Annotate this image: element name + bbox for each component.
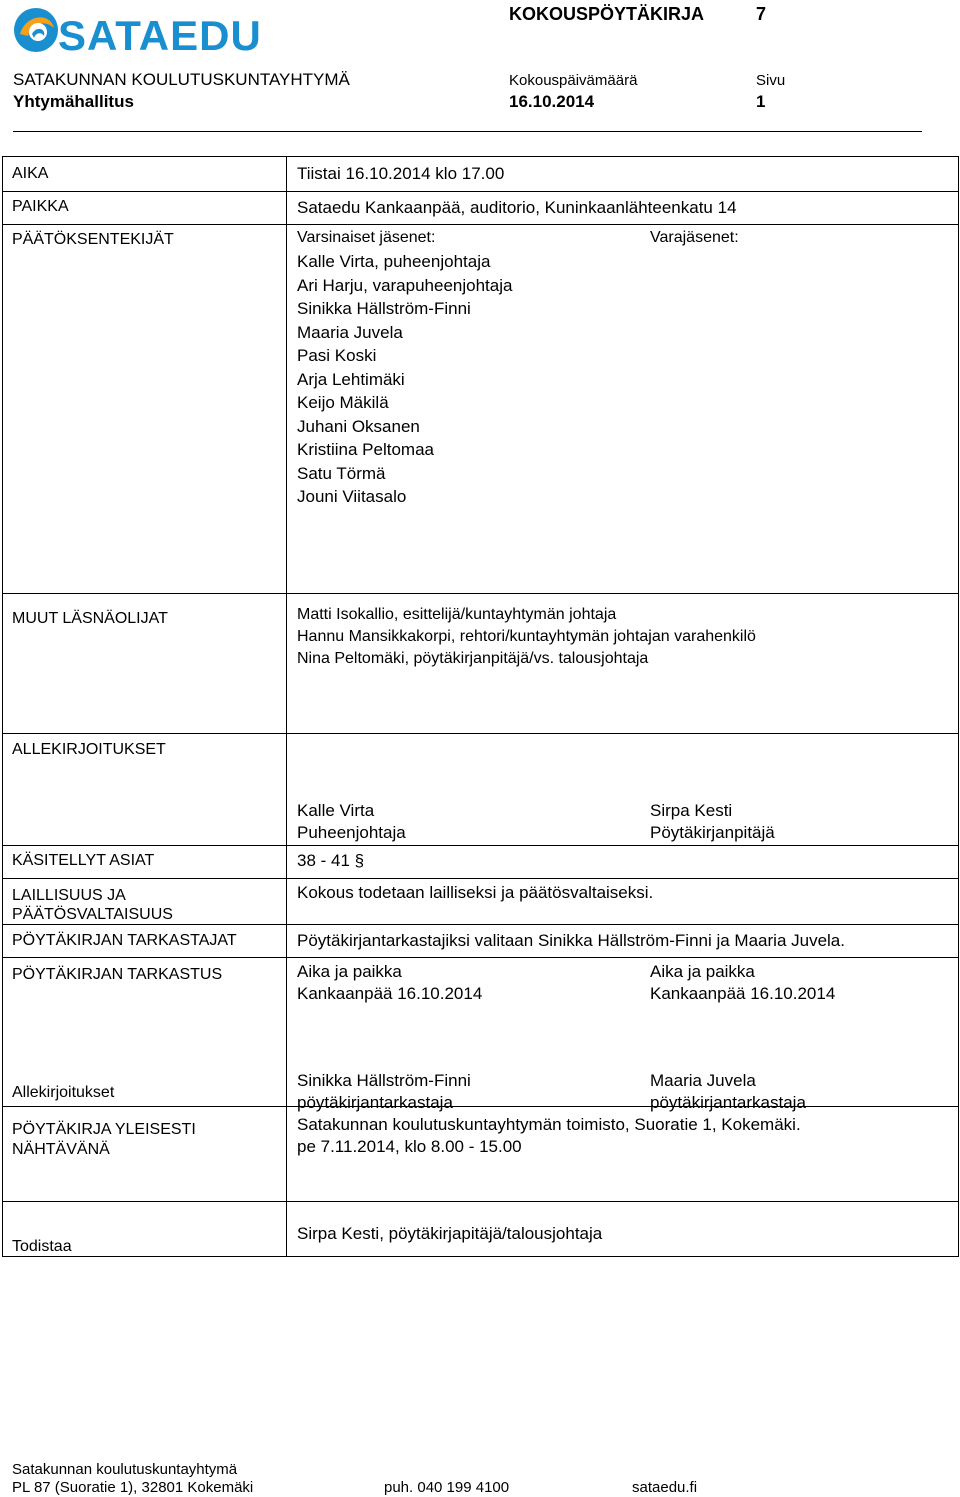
table-border-bottom — [2, 1256, 959, 1257]
list-item: Pasi Koski — [297, 346, 377, 365]
paikka-value: Sataedu Kankaanpää, auditorio, Kuninkaanlähteenkatu 14 — [297, 198, 737, 217]
todistaa-label: Todistaa — [12, 1238, 72, 1255]
logo-text: SATAEDU — [58, 12, 262, 59]
list-item: Jouni Viitasalo — [297, 487, 407, 506]
footer-web: sataedu.fi — [632, 1479, 698, 1496]
secretary-role: Pöytäkirjanpitäjä — [650, 823, 775, 842]
laillisuus-label: LAILLISUUS JA PÄÄTÖSVALTAISUUS — [12, 887, 173, 923]
row-divider — [2, 733, 959, 734]
row-divider — [2, 878, 959, 879]
nahtavana-value: Satakunnan koulutuskuntayhtymän toimisto, Suoratie 1, Kokemäki. pe 7.11.2014, klo 8.00 - 15.00 — [297, 1115, 801, 1156]
list-item: Keijo Mäkilä — [297, 393, 389, 412]
members-heading: Varsinaiset jäsenet: — [297, 229, 436, 246]
row-divider — [2, 924, 959, 925]
list-item: Hannu Mansikkakorpi, rehtori/kuntayhtymän johtajan varahenkilö — [297, 628, 756, 645]
page-label: Sivu — [756, 72, 786, 89]
reviewer2-signature: Maaria Juvela pöytäkirjantarkastaja — [650, 1071, 806, 1112]
laillisuus-value: Kokous todetaan lailliseksi ja päätösvaltaiseksi. — [297, 883, 654, 902]
row-divider — [2, 845, 959, 846]
list-item: Matti Isokallio, esittelijä/kuntayhtymän johtaja — [297, 606, 617, 623]
tarkastajat-label: PÖYTÄKIRJAN TARKASTAJAT — [12, 932, 237, 949]
list-item: Kristiina Peltomaa — [297, 440, 435, 459]
deputies-heading: Varajäsenet: — [650, 229, 739, 246]
table-column-divider — [286, 156, 287, 1257]
row-divider — [2, 957, 959, 958]
chair-role: Puheenjohtaja — [297, 823, 406, 842]
allekirjoitukset2-label: Allekirjoitukset — [12, 1084, 115, 1101]
doc-number: 7 — [756, 4, 767, 24]
muut-label: MUUT LÄSNÄOLIJAT — [12, 610, 168, 627]
list-item: Satu Törmä — [297, 463, 386, 483]
list-item: Maaria Juvela — [297, 322, 403, 342]
row-divider — [2, 1106, 959, 1107]
body-name: Yhtymähallitus — [13, 92, 134, 111]
allekirjoitukset-label: ALLEKIRJOITUKSET — [12, 741, 166, 758]
date-value: 16.10.2014 — [509, 92, 595, 111]
kasitellyt-label: KÄSITELLYT ASIAT — [12, 852, 155, 869]
paatoksentekijat-label: PÄÄTÖKSENTEKIJÄT — [12, 231, 174, 248]
chair-name: Kalle Virta — [297, 801, 375, 820]
table-border-left — [2, 156, 3, 1257]
tarkastus-col2: Aika ja paikka Kankaanpää 16.10.2014 — [650, 962, 836, 1003]
list-item: Ari Harju, varapuheenjohtaja — [297, 275, 513, 295]
date-label: Kokouspäivämäärä — [509, 72, 638, 89]
row-divider — [2, 224, 959, 225]
secretary-name: Sirpa Kesti — [650, 801, 733, 820]
footer-org: Satakunnan koulutuskuntayhtymä — [12, 1461, 238, 1478]
muut-list — [297, 604, 756, 670]
footer-address: PL 87 (Suoratie 1), 32801 Kokemäki — [12, 1479, 254, 1496]
table-border-right — [958, 156, 959, 1257]
row-divider — [2, 593, 959, 594]
paikka-label: PAIKKA — [12, 198, 69, 215]
footer-phone: puh. 040 199 4100 — [384, 1479, 510, 1496]
list-item: Juhani Oksanen — [297, 416, 420, 436]
list-item: Kalle Virta, puheenjohtaja — [297, 252, 491, 271]
row-divider — [2, 1201, 959, 1202]
list-item: Arja Lehtimäki — [297, 369, 405, 389]
members-list — [297, 250, 512, 509]
kasitellyt-value: 38 - 41 § — [297, 851, 365, 870]
page-value: 1 — [756, 92, 766, 111]
list-item: Sinikka Hällström-Finni — [297, 299, 471, 318]
todistaa-value: Sirpa Kesti, pöytäkirjapitäjä/talousjohtaja — [297, 1224, 603, 1243]
tarkastajat-value: Pöytäkirjantarkastajiksi valitaan Sinikka Hällström-Finni ja Maaria Juvela. — [297, 931, 845, 950]
header-divider — [13, 131, 922, 132]
nahtavana-label: PÖYTÄKIRJA YLEISESTI NÄHTÄVÄNÄ — [12, 1121, 196, 1158]
row-divider — [2, 191, 959, 192]
aika-label: AIKA — [12, 165, 49, 182]
tarkastus-label: PÖYTÄKIRJAN TARKASTUS — [12, 966, 223, 983]
table-border-top — [2, 156, 959, 157]
reviewer1-signature: Sinikka Hällström-Finni pöytäkirjantarkastaja — [297, 1071, 471, 1112]
organization-name: SATAKUNNAN KOULUTUSKUNTAYHTYMÄ — [13, 70, 350, 89]
doc-title: KOKOUSPÖYTÄKIRJA — [509, 4, 705, 24]
aika-value: Tiistai 16.10.2014 klo 17.00 — [297, 164, 505, 183]
list-item: Nina Peltomäki, pöytäkirjanpitäjä/vs. talousjohtaja — [297, 650, 649, 667]
tarkastus-col1: Aika ja paikka Kankaanpää 16.10.2014 — [297, 962, 483, 1003]
